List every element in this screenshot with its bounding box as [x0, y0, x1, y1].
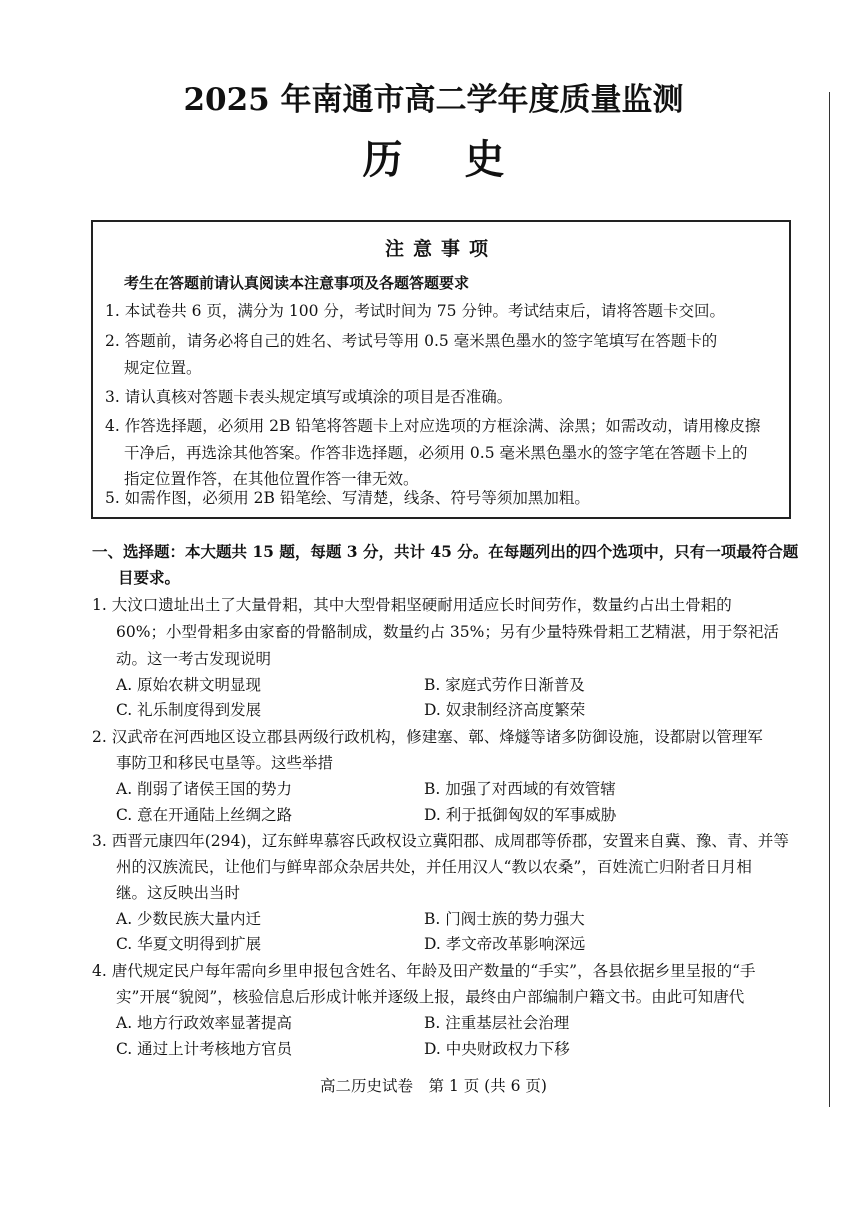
section-heading: 一、选择题：本大题共 15 题，每题 3 分，共计 45 分。在每题列出的四个选项中，只有一项最符合题 — [92, 542, 799, 561]
notice-line: 规定位置。 — [124, 359, 202, 377]
section-heading-cont: 目要求。 — [118, 568, 181, 587]
option-d: D. 奴隶制经济高度繁荣 — [424, 701, 586, 719]
question-stem: 2. 汉武帝在河西地区设立郡县两级行政机构，修建塞、鄣、烽燧等诸多防御设施，设都尉以管理军 — [92, 728, 763, 746]
option-a: A. 原始农耕文明显现 — [116, 676, 262, 694]
question-stem: 动。这一考古发现说明 — [116, 650, 272, 668]
notice-line: 2. 答题前，请务必将自己的姓名、考试号等用 0.5 毫米黑色墨水的签字笔填写在答题卡的 — [105, 332, 718, 350]
option-a: A. 削弱了诸侯王国的势力 — [116, 780, 293, 798]
subject-title: 历史 — [362, 136, 567, 183]
notice-line: 4. 作答选择题，必须用 2B 铅笔将答题卡上对应选项的方框涂满、涂黑；如需改动，请用橡皮擦 — [105, 417, 761, 435]
option-c: C. 意在开通陆上丝绸之路 — [116, 806, 293, 824]
option-c: C. 通过上计考核地方官员 — [116, 1040, 293, 1058]
option-d: D. 利于抵御匈奴的军事威胁 — [424, 806, 617, 824]
page-footer: 高二历史试卷 第 1 页 (共 6 页) — [320, 1077, 547, 1095]
option-b: B. 注重基层社会治理 — [424, 1014, 570, 1032]
option-b: B. 加强了对西域的有效管辖 — [424, 780, 616, 798]
notice-line: 3. 请认真核对答题卡表头规定填写或填涂的项目是否准确。 — [105, 388, 513, 406]
option-d: D. 中央财政权力下移 — [424, 1040, 570, 1058]
question-stem: 3. 西晋元康四年(294)，辽东鲜卑慕容氏政权设立冀阳郡、成周郡等侨郡，安置来自冀、豫、青、并等 — [92, 832, 789, 850]
question-stem: 实”开展“貌阅”，核验信息后形成计帐并逐级上报，最终由户部编制户籍文书。由此可知唐代 — [116, 988, 745, 1006]
notice-box — [91, 220, 791, 519]
notice-lead: 考生在答题前请认真阅读本注意事项及各题答题要求 — [124, 274, 470, 292]
option-b: B. 门阀士族的势力强大 — [424, 910, 585, 928]
option-d: D. 孝文帝改革影响深远 — [424, 935, 586, 953]
exam-title: 2025 年南通市高二学年度质量监测 — [183, 82, 684, 118]
notice-line: 5. 如需作图，必须用 2B 铅笔绘、写清楚，线条、符号等须加黑加粗。 — [105, 489, 590, 507]
option-a: A. 少数民族大量内迁 — [116, 910, 262, 928]
question-stem: 60%；小型骨耜多由家畜的骨骼制成，数量约占 35%；另有少量特殊骨耜工艺精湛，用于祭祀活 — [116, 623, 779, 641]
option-c: C. 华夏文明得到扩展 — [116, 935, 262, 953]
notice-title: 注意事项 — [384, 238, 497, 260]
question-stem: 4. 唐代规定民户每年需向乡里申报包含姓名、年龄及田产数量的“手实”，各县依据乡里呈报的“手 — [92, 962, 756, 980]
question-stem: 州的汉族流民，让他们与鲜卑部众杂居共处，并任用汉人“教以农桑”，百姓流亡归附者日月相 — [116, 858, 752, 876]
binding-margin-line — [829, 92, 830, 1107]
notice-line: 指定位置作答，在其他位置作答一律无效。 — [124, 470, 419, 488]
option-c: C. 礼乐制度得到发展 — [116, 701, 262, 719]
option-a: A. 地方行政效率显著提高 — [116, 1014, 293, 1032]
question-stem: 1. 大汶口遗址出土了大量骨耜，其中大型骨耜坚硬耐用适应长时间劳作，数量约占出土骨耜的 — [92, 596, 732, 614]
notice-line: 干净后，再选涂其他答案。作答非选择题，必须用 0.5 毫米黑色墨水的签字笔在答题卡上的 — [124, 444, 748, 462]
notice-line: 1. 本试卷共 6 页，满分为 100 分，考试时间为 75 分钟。考试结束后，请将答题卡交回。 — [105, 302, 725, 320]
question-stem: 继。这反映出当时 — [116, 884, 241, 902]
question-stem: 事防卫和移民屯垦等。这些举措 — [116, 754, 334, 772]
option-b: B. 家庭式劳作日渐普及 — [424, 676, 585, 694]
